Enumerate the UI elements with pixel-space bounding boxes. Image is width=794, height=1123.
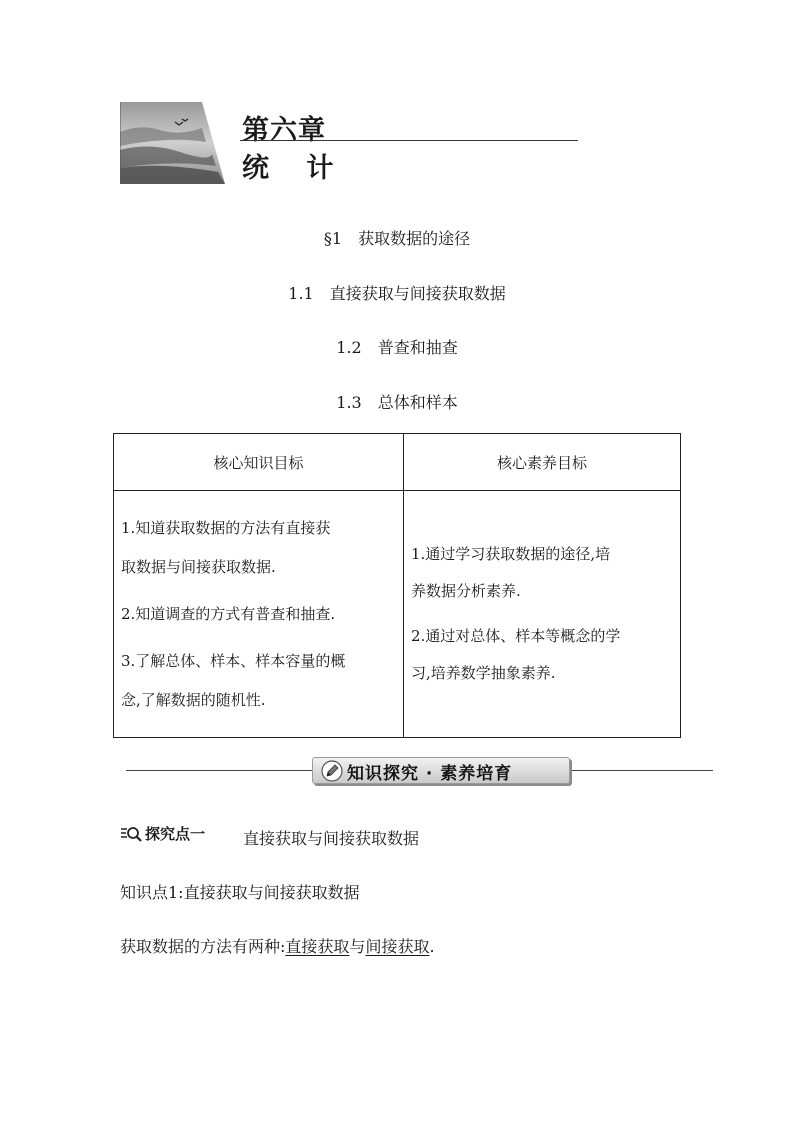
landscape-banner-icon: [120, 102, 225, 184]
literacy-goal-line: 习,培养数学抽象素养.: [411, 664, 556, 682]
knowledge-goal-line: 3.了解总体、样本、样本容量的概: [121, 651, 346, 670]
body-text: 与: [349, 937, 366, 956]
body-text: .: [429, 937, 435, 956]
section-heading: §1 获取数据的途径: [323, 229, 471, 248]
knowledge-goal-line: 1.知道获取数据的方法有直接获: [121, 518, 331, 537]
knowledge-point-heading: 知识点1:直接获取与间接获取数据: [120, 883, 360, 902]
explore-point-row: [120, 820, 620, 848]
literacy-goal-line: 1.通过学习获取数据的途径,培: [411, 545, 611, 563]
magnifier-icon: [120, 826, 142, 842]
header-literacy-goals: 核心素养目标: [404, 434, 681, 491]
explore-point-title: 直接获取与间接获取数据: [243, 829, 420, 848]
section-banner: [126, 755, 713, 785]
header-knowledge-goals: 核心知识目标: [114, 434, 404, 491]
table-header-row: [114, 434, 681, 491]
knowledge-goal-line: 念,了解数据的随机性.: [121, 690, 266, 709]
pencil-icon: [321, 760, 343, 782]
body-paragraph: [120, 934, 435, 957]
chapter-title: 统 计: [242, 153, 348, 184]
chapter-banner: [120, 102, 580, 184]
goals-table: [113, 433, 681, 738]
knowledge-goals-cell: [114, 491, 404, 738]
table-row: [114, 491, 681, 738]
subsection-heading-1-2: 1.2 普查和抽查: [336, 338, 458, 357]
banner-plate: [312, 757, 570, 784]
fill-blank-answer: 间接获取: [365, 937, 430, 956]
banner-text: 知识探究 · 素养培育: [347, 764, 513, 784]
literacy-goals-cell: [404, 491, 681, 738]
body-text: 获取数据的方法有两种:: [120, 937, 286, 956]
subsection-heading-1-3: 1.3 总体和样本: [336, 393, 458, 412]
chapter-number: 第六章: [242, 115, 326, 146]
literacy-goal-line: 2.通过对总体、样本等概念的学: [411, 627, 621, 645]
knowledge-goal-line: 2.知道调查的方式有普查和抽查.: [121, 604, 336, 623]
explore-point-label: 探究点一: [145, 825, 206, 843]
fill-blank-answer: 直接获取: [285, 937, 350, 956]
knowledge-goal-line: 取数据与间接获取数据.: [121, 557, 276, 576]
literacy-goal-line: 养数据分析素养.: [411, 582, 521, 600]
subsection-heading-1-1: 1.1 直接获取与间接获取数据: [288, 284, 506, 303]
chapter-divider: [240, 140, 578, 141]
